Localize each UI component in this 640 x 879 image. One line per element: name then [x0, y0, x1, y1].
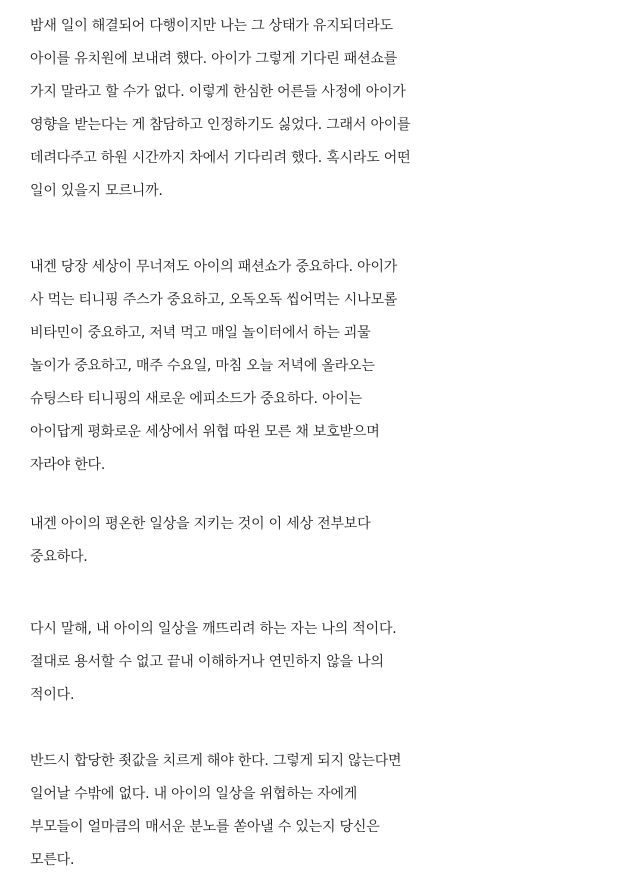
- text-line: 비타민이 중요하고, 저녁 먹고 매일 놀이터에서 하는 괴물: [30, 325, 371, 341]
- text-line: 가지 말라고 할 수가 없다. 이렇게 한심한 어른들 사정에 아이가: [30, 84, 406, 100]
- paragraph-2: [30, 251, 630, 482]
- text-line: 데려다주고 하원 시간까지 차에서 기다리려 했다. 혹시라도 어떤: [30, 150, 411, 166]
- paragraph-5: [30, 745, 630, 877]
- text-line: 다시 말해, 내 아이의 일상을 깨뜨리려 하는 자는 나의 적이다.: [30, 621, 397, 637]
- text-line: 내겐 당장 세상이 무너져도 아이의 패션쇼가 중요하다. 아이가: [30, 259, 398, 275]
- text-line: 아이를 유치원에 보내려 했다. 아이가 그렇게 기다린 패션쇼를: [30, 51, 398, 67]
- text-line: 놀이가 중요하고, 매주 수요일, 마침 오늘 저녁에 올라오는: [30, 358, 375, 374]
- text-line: 적이다.: [30, 687, 75, 703]
- text-line: 아이답게 평화로운 세상에서 위협 따윈 모른 채 보호받으며: [30, 424, 380, 440]
- paragraph-1: [30, 10, 630, 208]
- text-line: 밤새 일이 해결되어 다행이지만 나는 그 상태가 유지되더라도: [30, 18, 393, 34]
- text-line: 모른다.: [30, 852, 75, 868]
- paragraph-4: [30, 613, 630, 712]
- text-line: 자라야 한다.: [30, 457, 106, 473]
- text-line: 일어날 수밖에 없다. 내 아이의 일상을 위협하는 자에게: [30, 786, 358, 802]
- text-line: 절대로 용서할 수 없고 끝내 이해하거나 연민하지 않을 나의: [30, 654, 384, 670]
- text-line: 사 먹는 티니핑 주스가 중요하고, 오독오독 씹어먹는 시나모롤: [30, 292, 398, 308]
- text-line: 중요하다.: [30, 549, 88, 565]
- text-line: 부모들이 얼마큼의 매서운 분노를 쏟아낼 수 있는지 당신은: [30, 819, 380, 835]
- text-line: 반드시 합당한 죗값을 치르게 해야 한다. 그렇게 되지 않는다면: [30, 753, 402, 769]
- paragraph-3: [30, 508, 630, 574]
- text-line: 일이 있을지 모르니까.: [30, 183, 163, 199]
- text-line: 슈팅스타 티니핑의 새로운 에피소드가 중요하다. 아이는: [30, 391, 362, 407]
- text-line: 영향을 받는다는 게 참담하고 인정하기도 싫었다. 그래서 아이를: [30, 117, 411, 133]
- text-line: 내겐 아이의 평온한 일상을 지키는 것이 이 세상 전부보다: [30, 516, 371, 532]
